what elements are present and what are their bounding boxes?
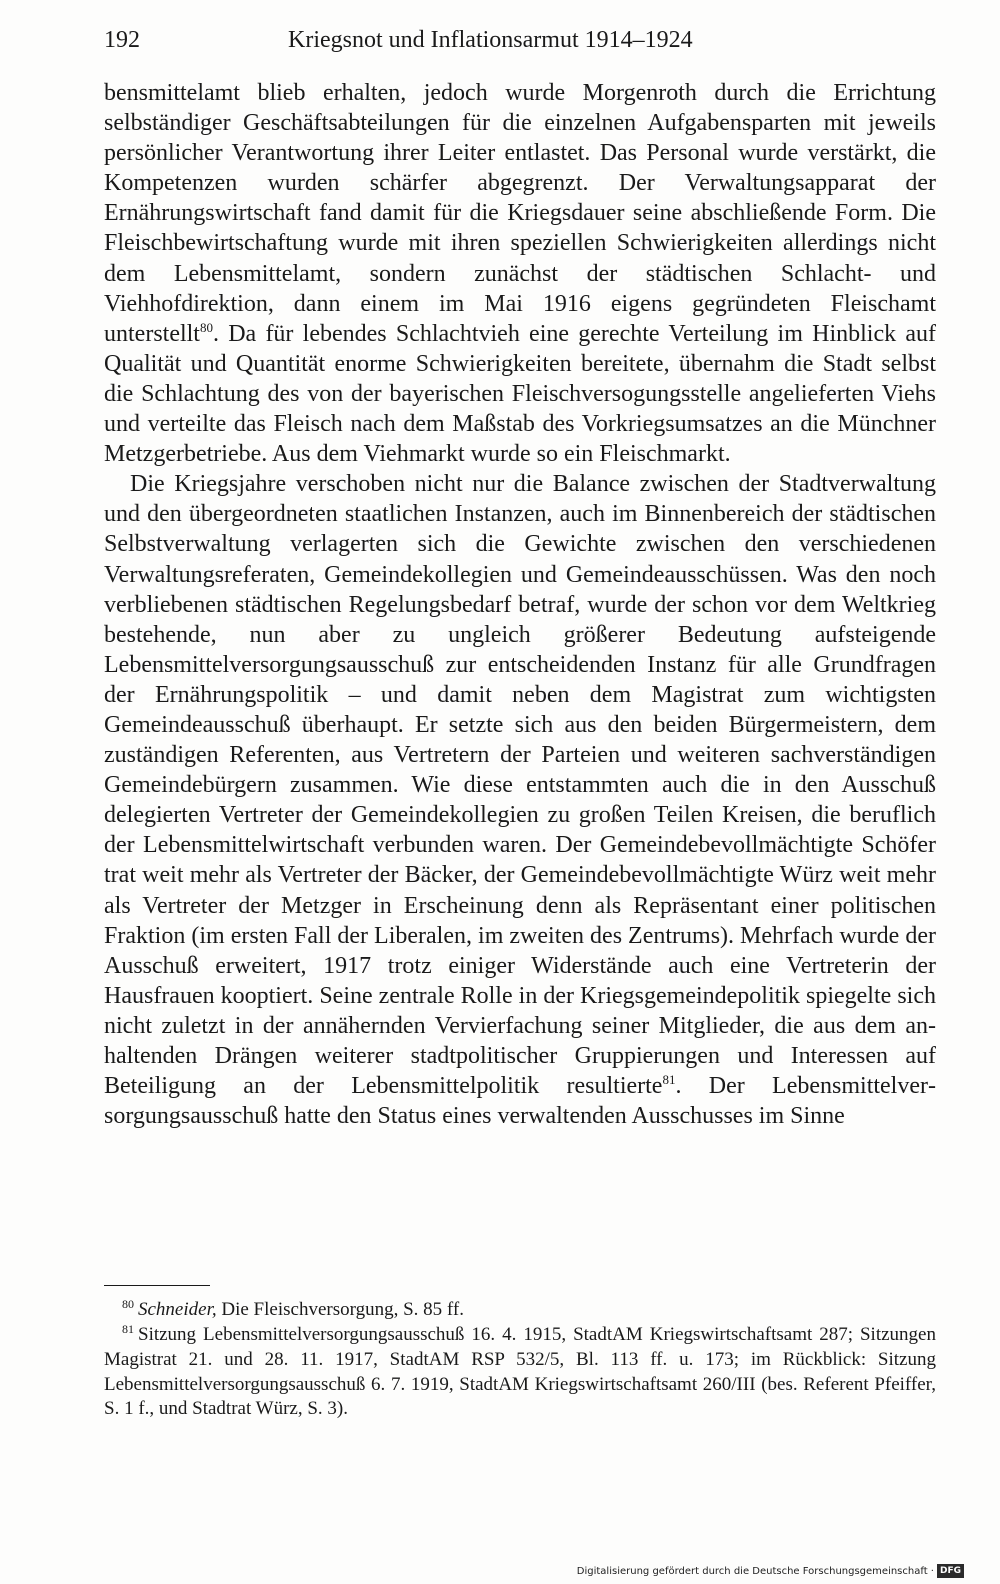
footnote-reference: 81 [662,1072,676,1088]
footnote-number: 81 [122,1322,134,1337]
footnote-text: Die Fleischversorgung, S. 85 ff. [216,1299,464,1320]
body-text [104,78,936,1131]
footnote-number: 80 [122,1297,134,1311]
paragraph-text: . Der Lebensmittelversorgungsausschuß hatte den Status eines verwaltenden Ausschusses im Sinne [104,1073,936,1130]
footnote-divider [104,1285,210,1286]
dfg-logo: DFG [937,1564,964,1578]
digitization-credit-text: Digitalisierung gefördert durch die Deutsche Forschungsgemeinschaft · [576,1565,934,1577]
digitization-credit [577,1564,964,1578]
footnote [104,1323,936,1421]
footnote-text: Sitzung Lebensmittelversorgungsausschuß 16. 4. 1915, StadtAM Kriegswirtschaftsamt 287; Sitzungen Magistrat 21. und 28. 11. 1917, StadtAM RSP 532/5, Bl. 113 ff. u. 173; im Rückblick: Sitzung Lebensmittelversorgungsausschuß 6. 7. 1919, StadtAM Kriegswirtschaftsamt 260/III (bes. Referent Pfeiffer, S. 1 f., und Stadtrat Würz, S. 3). [104,1324,936,1419]
footnotes [104,1298,936,1421]
paragraph [104,469,936,1131]
page-number: 192 [104,27,140,53]
running-title: Kriegsnot und Inflationsarmut 1914–1924 [288,27,693,53]
footnote-author: Schneider, [138,1299,217,1320]
footnote [104,1298,936,1323]
paragraph-text: Die Kriegsjahre verschoben nicht nur die Balance zwischen der Stadtverwaltung und den übergeordneten staatlichen Instanzen, auch im Binnenbereich der städtischen Selbstverwaltung verlagerten sich die Gewichte zwischen den verschiedenen Verwaltungsreferaten, Gemeindekollegien und Gemeindeausschüssen. Was den noch verbliebenen städtischen Regelungsbedarf betraf, wurde der schon vor dem Weltkrieg bestehende, nun aber zu ungleich größerer Bedeutung aufsteigende Lebensmittelversorgungsausschuß zur entscheidenden Instanz für alle Grundfragen der Ernährungspolitik – und damit neben dem Magistrat zum wichtigsten Gemeindeausschuß überhaupt. Er setzte sich aus den beiden Bürgermeistern, dem zuständigen Referenten, aus Vertretern der Parteien und weiteren sachverständigen Gemeindebürgern zusammen. Wie diese entstammten auch die in den Ausschuß delegierten Vertreter der Gemeindekollegien zu großen Teilen Kreisen, die beruflich der Lebensmittelwirtschaft verbunden waren. Der Gemeindebevollmächtigte Schöfer trat weit mehr als Vertreter der Bäcker, der Gemeindebevollmächtigte Würz weit mehr als Vertreter der Metzger in Erscheinung denn als Repräsentant einer politischen Fraktion (im ersten Fall der Liberalen, im zweiten des Zentrums). Mehrfach wurde der Ausschuß erweitert, 1917 trotz einiger Widerstände auch eine Vertreterin der Hausfrauen kooptiert. Seine zentrale Rolle in der Kriegsgemeindepolitik spiegelte sich nicht zuletzt in der annähernden Vervierfachung seiner Mitglieder, die aus dem anhaltenden Drängen weiterer stadtpolitischer Gruppierungen und Interessen auf Beteiligung an der Lebensmittelpolitik resultierte [104,471,936,1100]
footnote-reference: 80 [199,319,213,335]
paragraph-text: bensmittelamt blieb erhalten, jedoch wurde Morgenroth durch die Errichtung selbständiger Geschäftsabteilungen für die einzelnen Aufgabensparten mit jeweils persönlicher Verantwortung ihrer Leiter entlastet. Das Personal wurde verstärkt, die Kompetenzen wurden schärfer abgegrenzt. Der Verwaltungsapparat der Ernährungswirtschaft fand damit für die Kriegsdauer seine abschließende Form. Die Fleischbewirtschaftung wurde mit ihren speziellen Schwierigkeiten allerdings nicht dem Lebensmittelamt, sondern zunächst der städtischen Schlacht- und Viehhofdirektion, dann einem im Mai 1916 eigens gegründeten Fleischamt unterstellt [104,80,936,347]
running-head [104,27,936,61]
paragraph-text: . Da für lebendes Schlachtvieh eine gerechte Verteilung im Hinblick auf Qualität und Quantität enorme Schwierigkeiten bereitete, übernahm die Stadt selbst die Schlachtung des von der bayerischen Fleischversogungsstelle angelieferten Viehs und verteilte das Fleisch nach dem Maßstab des Vorkriegsumsatzes an die Münchner Metzgerbetriebe. Aus dem Viehmarkt wurde so ein Fleischmarkt. [104,320,936,468]
paragraph [104,78,936,469]
